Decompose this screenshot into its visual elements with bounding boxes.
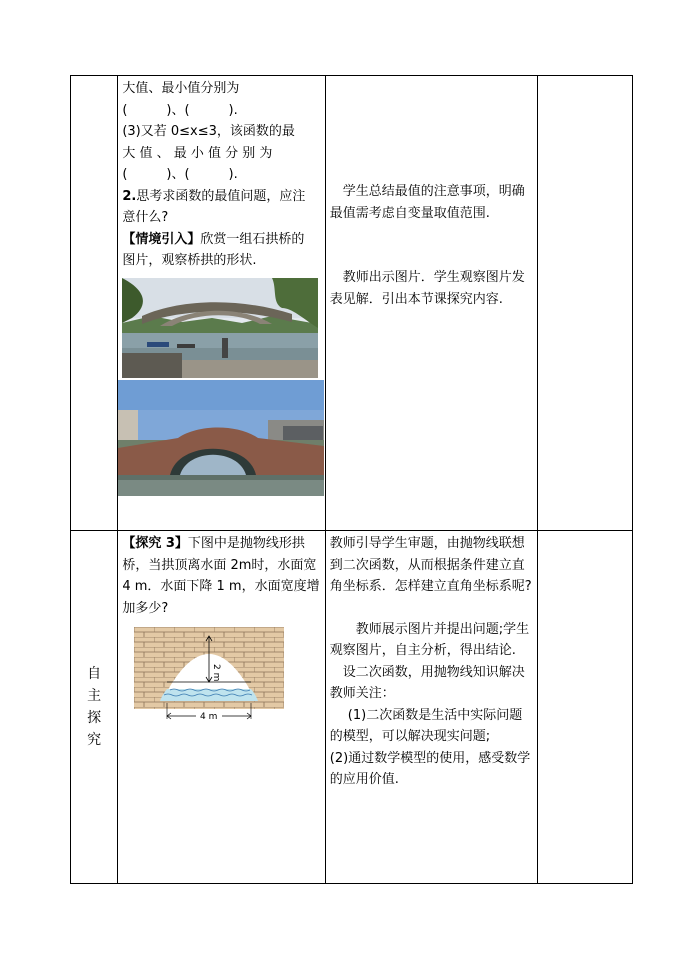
table-row [71,76,633,531]
content-cell [118,531,325,884]
situation-intro [122,229,320,251]
stone-bridge-photo-1 [122,278,318,378]
lesson-plan-table [70,75,633,884]
student-summary-note: 学生总结最值的注意事项，明确最值需考虑自变量取值范围. [329,184,525,221]
side-label-char: 探 [87,710,102,726]
explore-3-problem [122,533,320,619]
content-cell [118,76,325,531]
notes-cell [538,531,633,884]
explore-tag: 【探究 3】 [122,536,188,551]
teacher-focus-1: (1)二次函数是生活中实际问题的模型，可以解决现实问题; [329,707,523,744]
situation-text: 欣赏一组石拱桥的 [200,231,305,247]
teacher-shows-pictures-note: 教师出示图片．学生观察图片发表见解．引出本节课探究内容. [329,270,525,307]
question-number: 2. [122,188,137,204]
teacher-focus-title: 教师关注： [329,686,395,701]
answer-blank-line: ( )、( ). [122,102,238,118]
side-label-char: 自 [87,666,102,682]
parabolic-arch-bridge-diagram [134,627,284,722]
explore-text: 下图中是抛物线形拱桥，当拱顶离水面 2m时，水面宽 4 m．水面下降 1 m，水面宽度增加多少? [122,536,320,616]
stone-bridge-photo-2 [118,380,324,496]
text-line: 大 值 、 最 小 值 分 别 为 [122,145,273,161]
text-line: (3)又若 0≤x≤3，该函数的最 [122,124,295,139]
text-line: 图片，观察桥拱的形状. [122,253,257,268]
width-label: 4 m [200,712,218,722]
side-label-char: 究 [87,732,102,748]
notes-cell [538,76,633,531]
side-label-cell-empty [71,76,118,531]
side-label-char: 主 [87,688,102,704]
model-note: 设二次函数，用抛物线知识解决 [342,664,525,680]
teacher-focus-2: (2)通过数学模型的使用，感受数学的应用价值. [329,750,531,787]
teacher-student-cell [325,76,538,531]
teacher-shows-diagram-note: 教师展示图片并提出问题;学生观察图片，自主分析，得出结论. [329,621,530,658]
height-label: 2 m [211,664,222,682]
teacher-guidance-note: 教师引导学生审题，由抛物线联想到二次函数，从而根据条件建立直角坐标系．怎样建立直角坐标系呢? [329,536,532,594]
side-label-cell [71,531,118,884]
answer-blank-line: ( )、( ). [122,167,238,182]
table-row [71,531,633,884]
teacher-student-cell [325,531,538,884]
question-2 [122,186,320,208]
situation-tag: 【情境引入】 [122,231,201,247]
text-line: 大值、最小值分别为 [122,81,240,96]
question-text: 思考求函数的最值问题，应注 [136,188,306,204]
text-line: 意什么? [122,210,169,225]
